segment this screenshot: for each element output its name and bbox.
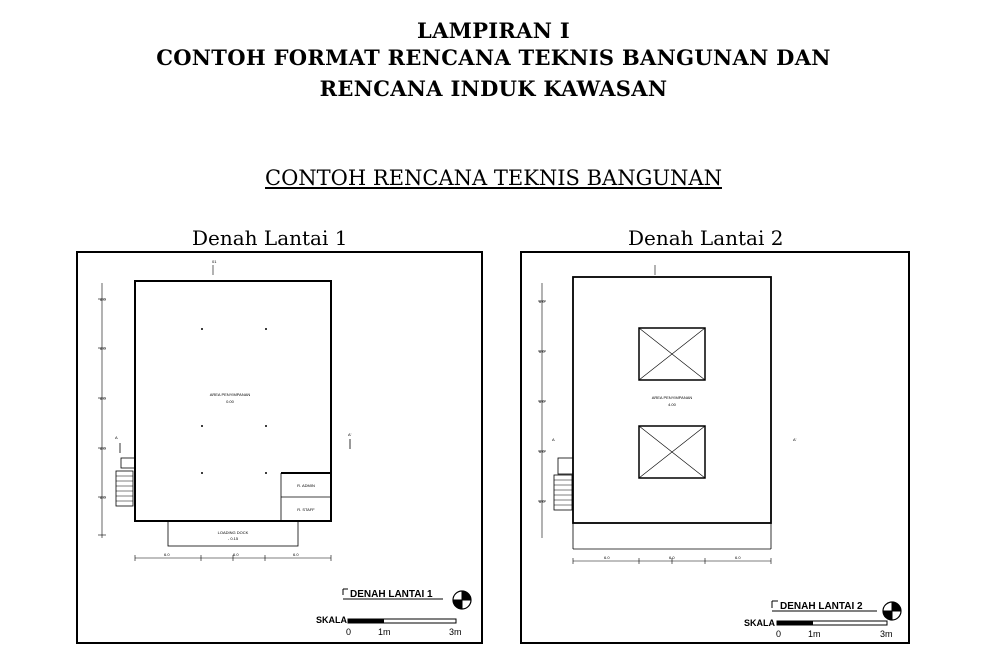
svg-text:6.0: 6.0 xyxy=(539,349,545,354)
scale-0: 0 xyxy=(346,627,352,637)
svg-text:01: 01 xyxy=(212,259,217,264)
scale-label: SKALA xyxy=(316,615,347,625)
svg-text:A: A xyxy=(552,437,555,442)
scale-label: SKALA xyxy=(744,618,775,628)
storage-area-level: 4.00 xyxy=(668,402,676,407)
svg-text:6.0: 6.0 xyxy=(735,555,741,560)
plan-label-floor-2: DENAH LANTAI 2 xyxy=(780,601,863,612)
floor-plan-1-frame xyxy=(76,251,483,644)
loading-dock-label: LOADING DOCK xyxy=(217,530,249,535)
room-staff-label: R. STAFF xyxy=(297,507,315,512)
scale-1m: 1m xyxy=(378,627,391,637)
svg-text:A: A xyxy=(115,435,118,440)
section-title: CONTOH RENCANA TEKNIS BANGUNAN xyxy=(265,166,722,190)
appendix-title: LAMPIRAN I xyxy=(417,18,570,43)
scale-3m: 3m xyxy=(449,627,462,637)
svg-text:6.0: 6.0 xyxy=(100,297,106,302)
scale-3m: 3m xyxy=(880,629,893,639)
svg-text:6.0: 6.0 xyxy=(539,299,545,304)
floor-plan-1-drawing xyxy=(78,253,481,642)
svg-text:6.0: 6.0 xyxy=(100,446,106,451)
loading-dock-level: - 0.15 xyxy=(227,536,239,541)
svg-text:6.0: 6.0 xyxy=(539,499,545,504)
plan-title-floor-2: Denah Lantai 2 xyxy=(628,226,784,250)
floor-plan-2-frame xyxy=(520,251,910,644)
svg-text:6.0: 6.0 xyxy=(604,555,610,560)
scale-1m: 1m xyxy=(808,629,821,639)
storage-area-label: AREA PENYIMPANAN xyxy=(209,392,251,397)
svg-text:6.0: 6.0 xyxy=(100,495,106,500)
svg-text:6.0: 6.0 xyxy=(293,552,299,557)
svg-text:6.0: 6.0 xyxy=(233,552,239,557)
floor-plan-2-drawing xyxy=(522,253,908,642)
north-arrow-icon xyxy=(883,602,901,620)
svg-text:A': A' xyxy=(793,437,797,442)
plan-title-floor-1: Denah Lantai 1 xyxy=(192,226,348,250)
storage-area-label: AREA PENYIMPANAN xyxy=(651,395,693,400)
appendix-subtitle-line2: RENCANA INDUK KAWASAN xyxy=(319,76,668,101)
storage-area-level: 0.00 xyxy=(226,399,234,404)
svg-text:6.0: 6.0 xyxy=(539,449,545,454)
svg-text:6.0: 6.0 xyxy=(100,346,106,351)
svg-text:6.0: 6.0 xyxy=(164,552,170,557)
north-arrow-icon xyxy=(453,591,471,609)
svg-text:A': A' xyxy=(348,432,352,437)
plan-label-floor-1: DENAH LANTAI 1 xyxy=(350,589,433,600)
room-admin-label: R. ADMIN xyxy=(297,483,315,488)
svg-text:6.0: 6.0 xyxy=(100,396,106,401)
appendix-subtitle-line1: CONTOH FORMAT RENCANA TEKNIS BANGUNAN DAN xyxy=(156,45,831,70)
svg-text:6.0: 6.0 xyxy=(669,555,675,560)
scale-0: 0 xyxy=(776,629,782,639)
svg-text:6.0: 6.0 xyxy=(539,399,545,404)
